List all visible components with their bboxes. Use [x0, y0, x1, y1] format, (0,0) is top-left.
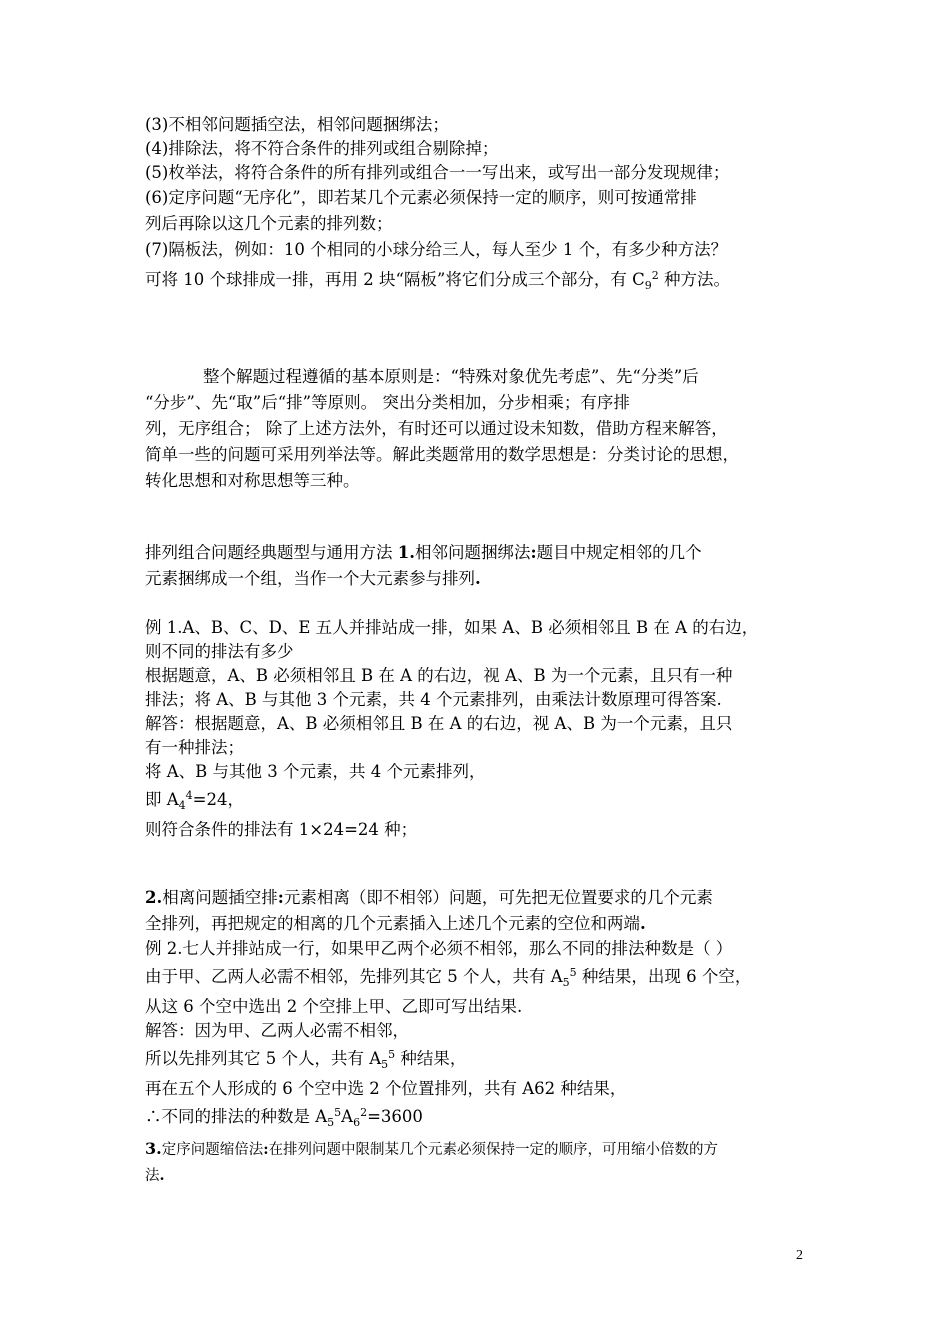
- permutation-subscript: 5: [381, 1058, 389, 1071]
- example-1-solution-4: [145, 784, 810, 818]
- example-1-question-2: 则不同的排法有多少: [145, 642, 294, 661]
- method-7-line-1: (7)隔板法，例如：10 个相同的小球分给三人，每人至少 1 个，有多少种方法？: [145, 240, 728, 259]
- example-2-question: 例 2.七人并排站成一行，如果甲乙两个必须不相邻，那么不同的排法种数是（ ）: [145, 939, 733, 958]
- example-2-solution-2-text: 所以先排列其它 5 个人，共有 A: [145, 1049, 382, 1068]
- combination-superscript: 2: [651, 269, 659, 282]
- principle-paragraph: [145, 364, 810, 494]
- example-1-analysis-2: 排法；将 A、B 与其他 3 个元素，共 4 个元素排列，由乘法计数原理可得答案.: [145, 690, 722, 709]
- principle-line-1: 整个解题过程遵循的基本原则是：“特殊对象优先考虑”、先“分类”后: [203, 367, 699, 386]
- permutation-superscript: 5: [334, 1106, 342, 1119]
- section-2-number: 2.: [145, 888, 163, 907]
- example-1-solution-2: 有一种排法；: [145, 738, 244, 757]
- combination-subscript: 9: [644, 279, 652, 292]
- example-2-analysis-1-tail: 种结果，出现 6 个空，: [576, 967, 752, 986]
- section-1-title: 相邻问题捆绑法: [414, 543, 531, 562]
- section-2-colon: :: [277, 888, 284, 907]
- example-1-solution-4-result: =24，: [192, 790, 244, 809]
- section-3-line-1: [145, 1136, 810, 1163]
- example-2-analysis-2: 从这 6 个空中选出 2 个空排上甲、乙即可写出结果.: [145, 997, 523, 1016]
- section-3-desc: 在排列问题中限制某几个元素必须保持一定的顺序，可用缩小倍数的方: [268, 1142, 719, 1158]
- example-2-analysis-1-text: 由于甲、乙两人必需不相邻，先排列其它 5 个人，共有 A: [145, 967, 563, 986]
- example-2: [145, 937, 810, 1135]
- method-6-line-1: (6)定序问题“无序化”，即若某几个元素必须保持一定的顺序，则可按通常排: [145, 188, 697, 207]
- permutation-subscript: 5: [327, 1116, 335, 1129]
- principle-line-2: “分步”、先“取”后“排”等原则。 突出分类相加，分步相乘；有序排: [145, 393, 630, 412]
- method-4: (4)排除法，将不符合条件的排列或组合剔除掉；: [145, 139, 499, 158]
- principle-line-5: 转化思想和对称思想等三种。: [145, 471, 360, 490]
- permutation-symbol: A: [341, 1107, 354, 1126]
- example-1-solution-5: 则符合条件的排法有 1×24=24 种；: [145, 820, 418, 839]
- method-list-b: [145, 185, 810, 299]
- section-2-desc-2: 全排列，再把规定的相离的几个元素插入上述几个元素的空位和两端: [145, 914, 640, 933]
- section-3-dot: .: [159, 1167, 165, 1184]
- principle-line-3: 列，无序组合； 除了上述方法外，有时还可以通过设未知数，借助方程来解答，: [145, 419, 728, 438]
- example-1: [145, 616, 810, 842]
- section-1-intro: 排列组合问题经典题型与通用方法: [145, 543, 398, 562]
- example-1-analysis-1: 根据题意，A、B 必须相邻且 B 在 A 的右边，视 A、B 为一个元素，且只有一种: [145, 666, 733, 685]
- method-7-tail: 种方法。: [658, 270, 730, 289]
- section-1-heading: [145, 540, 810, 592]
- example-2-analysis-1: [145, 961, 810, 995]
- section-1-number: 1.: [397, 543, 415, 562]
- section-1-line-1: [145, 540, 810, 566]
- example-2-solution-2-tail: 种结果，: [395, 1049, 467, 1068]
- permutation-subscript: 5: [562, 976, 570, 989]
- permutation-superscript: 5: [388, 1048, 396, 1061]
- method-3: (3)不相邻问题插空法，相邻问题捆绑法；: [145, 115, 449, 134]
- method-7-line-2: [145, 263, 810, 299]
- example-2-result: =3600: [367, 1107, 423, 1126]
- permutation-superscript: 2: [360, 1106, 368, 1119]
- principle-line-4: 简单一些的问题可采用列举法等。解此类题常用的数学思想是：分类讨论的思想，: [145, 445, 739, 464]
- section-3-colon: :: [263, 1141, 269, 1158]
- permutation-superscript: 4: [185, 789, 193, 802]
- example-2-solution-2: [145, 1043, 810, 1077]
- example-1-solution-3: 将 A、B 与其他 3 个元素，共 4 个元素排列，: [145, 762, 486, 781]
- section-2-title: 相离问题插空排: [162, 888, 278, 907]
- section-3-line-2: [145, 1163, 810, 1189]
- example-1-question-1: 例 1.A、B、C、D、E 五人并排站成一排，如果 A、B 必须相邻且 B 在 A 的右边，: [145, 618, 759, 637]
- section-1-desc: 元素捆绑成一个组，当作一个大元素参与排列: [145, 569, 475, 588]
- section-2-heading: [145, 885, 810, 937]
- section-2-line-1: [145, 885, 810, 911]
- page-number: 2: [796, 1248, 803, 1263]
- section-2-line-2: [145, 911, 810, 937]
- section-3-desc-2: 法: [145, 1168, 160, 1184]
- example-1-solution-1: 解答：根据题意，A、B 必须相邻且 B 在 A 的右边，视 A、B 为一个元素，且只: [145, 714, 733, 733]
- section-1-colon: :: [530, 543, 537, 562]
- permutation-subscript: 4: [178, 799, 186, 812]
- section-2-desc: 元素相离（即不相邻）问题，可先把无位置要求的几个元素: [283, 888, 713, 907]
- example-2-solution-4: [145, 1101, 810, 1135]
- method-5: (5)枚举法，将符合条件的所有排列或组合一一写出来，或写出一部分发现规律；: [145, 163, 730, 182]
- method-7-text: 可将 10 个球排成一排，再用 2 块“隔板”将它们分成三个部分，有 C: [145, 270, 645, 289]
- example-2-solution-3: 再在五个人形成的 6 个空中选 2 个位置排列，共有 A62 种结果，: [145, 1079, 627, 1098]
- example-2-solution-4-text: ∴不同的排法的种数是 A: [145, 1107, 328, 1126]
- section-2-dot: .: [640, 914, 646, 933]
- section-3-number: 3.: [145, 1139, 162, 1158]
- permutation-subscript: 6: [353, 1116, 361, 1129]
- example-2-solution-1: 解答：因为甲、乙两人必需不相邻，: [145, 1021, 409, 1040]
- example-1-solution-4-text: 即 A: [145, 790, 179, 809]
- section-1-tail: 题目中规定相邻的几个: [536, 543, 702, 562]
- section-1-line-2: [145, 566, 810, 592]
- section-3-heading: [145, 1136, 810, 1189]
- method-6-line-2: 列后再除以这几个元素的排列数；: [145, 214, 393, 233]
- section-1-dot: .: [475, 569, 481, 588]
- method-list-a: [145, 113, 810, 185]
- permutation-superscript: 5: [569, 966, 577, 979]
- section-3-title: 定序问题缩倍法: [161, 1142, 264, 1158]
